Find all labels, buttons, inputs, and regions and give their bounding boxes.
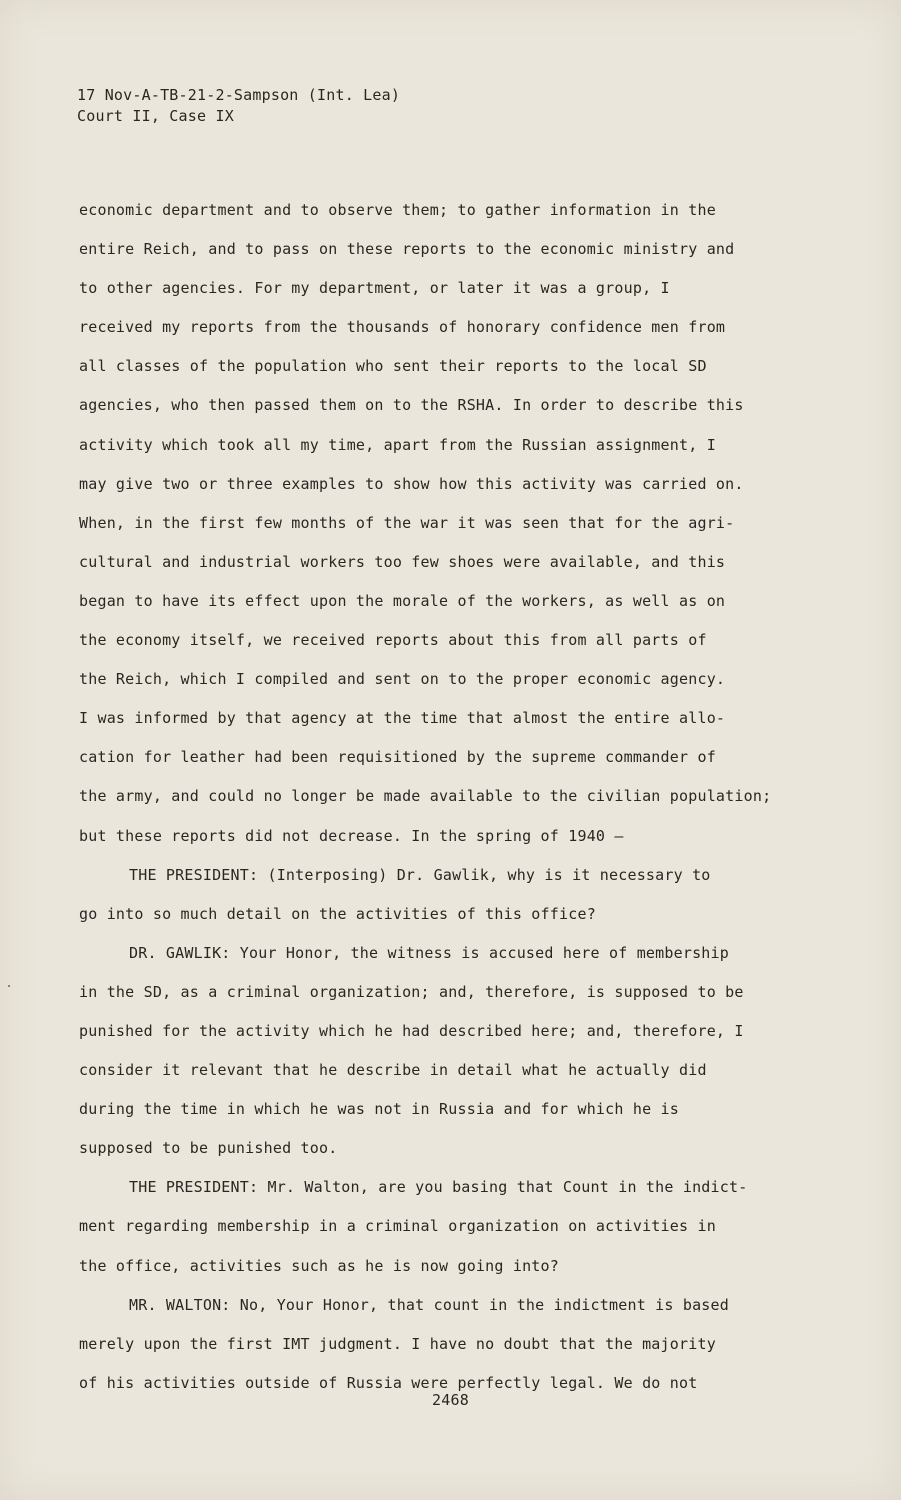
transcript-line: go into so much detail on the activities of this office? [79, 904, 596, 923]
header-reference-line: 17 Nov-A-TB-21-2-Sampson (Int. Lea) [77, 86, 401, 104]
transcript-line: during the time in which he was not in Russia and for which he is [79, 1100, 679, 1119]
transcript-line: received my reports from the thousands of honorary confidence men from [79, 318, 726, 337]
transcript-line: When, in the first few months of the war it was seen that for the agri- [79, 513, 735, 532]
transcript-line: the office, activities such as he is now going into? [79, 1256, 559, 1275]
transcript-line: consider it relevant that he describe in detail what he actually did [79, 1061, 707, 1080]
transcript-line: merely upon the first IMT judgment. I have no doubt that the majority [79, 1334, 716, 1353]
transcript-line: may give two or three examples to show how this activity was carried on. [79, 474, 744, 493]
speaker-line: MR. WALTON: No, Your Honor, that count in the indictment is based [129, 1295, 729, 1314]
transcript-line: in the SD, as a criminal organization; and, therefore, is supposed to be [79, 982, 744, 1001]
transcript-line: all classes of the population who sent their reports to the local SD [79, 357, 707, 376]
transcript-line: ment regarding membership in a criminal organization on activities in [79, 1217, 716, 1236]
transcript-line: to other agencies. For my department, or later it was a group, I [79, 279, 670, 298]
transcript-body [79, 196, 771, 1408]
transcript-line: punished for the activity which he had described here; and, therefore, I [79, 1021, 744, 1040]
transcript-line: supposed to be punished too. [79, 1139, 338, 1158]
transcript-line: entire Reich, and to pass on these reports to the economic ministry and [79, 240, 735, 259]
transcript-line: the Reich, which I compiled and sent on to the proper economic agency. [79, 670, 726, 689]
speaker-line: THE PRESIDENT: Mr. Walton, are you basing that Count in the indict- [129, 1178, 748, 1197]
transcript-line: I was informed by that agency at the time that almost the entire allo- [79, 709, 726, 728]
page-number: 2468 [432, 1391, 469, 1409]
transcript-line: cultural and industrial workers too few shoes were available, and this [79, 552, 726, 571]
transcript-line: of his activities outside of Russia were perfectly legal. We do not [79, 1373, 698, 1392]
transcript-line: activity which took all my time, apart from the Russian assignment, I [79, 435, 716, 454]
transcript-line: the economy itself, we received reports about this from all parts of [79, 631, 707, 650]
speaker-line: THE PRESIDENT: (Interposing) Dr. Gawlik, why is it necessary to [129, 865, 711, 884]
paper-speck [8, 985, 10, 987]
document-header [77, 85, 400, 127]
transcript-line: began to have its effect upon the morale of the workers, as well as on [79, 591, 726, 610]
transcript-line: cation for leather had been requisitioned by the supreme commander of [79, 748, 716, 767]
transcript-line: the army, and could no longer be made available to the civilian population; [79, 787, 772, 806]
transcript-line: economic department and to observe them; to gather information in the [79, 201, 716, 219]
transcript-line: agencies, who then passed them on to the RSHA. In order to describe this [79, 396, 744, 415]
speaker-line: DR. GAWLIK: Your Honor, the witness is accused here of membership [129, 943, 729, 962]
transcript-line: but these reports did not decrease. In the spring of 1940 — [79, 826, 624, 845]
header-court-line: Court II, Case IX [77, 107, 234, 125]
